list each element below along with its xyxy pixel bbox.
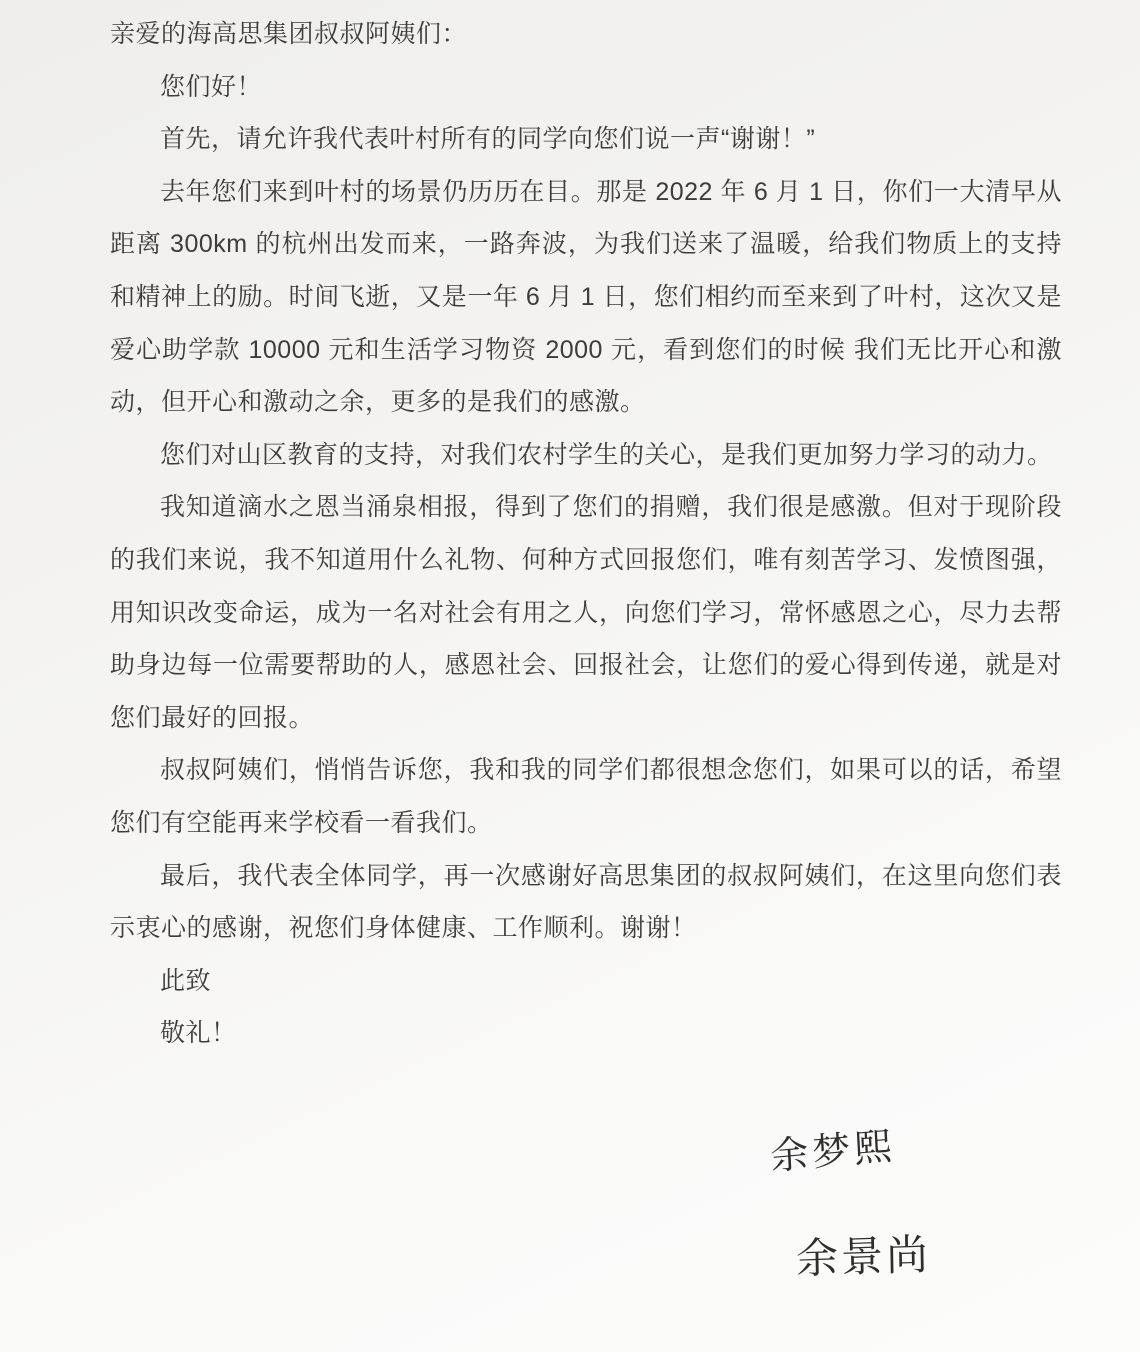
letter-salutation: 亲爱的海高思集团叔叔阿姨们： — [110, 20, 468, 48]
letter-paragraph-final-thanks: 最后，我代表全体同学，再一次感谢好高思集团的叔叔阿姨们，在这里向您们表示衷心的感谢，祝您们身体健康、工作顺利。谢谢！ — [110, 861, 1062, 943]
letter-paragraph-miss-you: 叔叔阿姨们，悄悄告诉您，我和我的同学们都很想念您们，如果可以的话，希望您们有空能再来学校看一看我们。 — [110, 756, 1062, 837]
signature-yu-jingshang: 余景尚 — [795, 1230, 932, 1283]
letter-paragraph-thanks-opening: 首先，请允许我代表叶村所有的同学向您们说一声“谢谢！” — [160, 125, 816, 154]
letter-paragraph-visit-story: 去年您们来到叶村的场景仍历历在目。那是 2022 年 6 月 1 日，你们一大清早从距离 300km 的杭州出发而来，一路奔波，为我们送来了温暖，给我们物质上的支持和精神上的励。时间飞逝，又是一年 6 月 1 日，您们相约而至来到了叶村，这次又是爱心助学款 10000 元和生活学习物资 2000 元，看到您们的时候 我们无比开心和激动，但开心和激动之余，更多的是我们的感激。 — [110, 177, 1062, 417]
letter-paragraph-support: 您们对山区教育的支持，对我们农村学生的关心，是我们更加努力学习的动力。 — [160, 440, 1053, 469]
letter-paragraph-greeting: 您们好！ — [160, 72, 263, 101]
signature-yu-mengxi: 余梦熙 — [769, 1125, 898, 1179]
closing-salute: 敬礼！ — [160, 1019, 237, 1048]
letter-body — [110, 61, 1062, 955]
letter-paragraph-repayment: 我知道滴水之恩当涌泉相报，得到了您们的捐赠，我们很是感激。但对于现阶段的我们来说，我不知道用什么礼物、何种方式回报您们，唯有刻苦学习、发愤图强，用知识改变命运，成为一名对社会有用之人，向您们学习，常怀感恩之心，尽力去帮助身边每一位需要帮助的人，感恩社会、回报社会，让您们的爱心得到传递，就是对您们最好的回报。 — [110, 493, 1062, 732]
closing-respectfully: 此致 — [160, 966, 212, 995]
